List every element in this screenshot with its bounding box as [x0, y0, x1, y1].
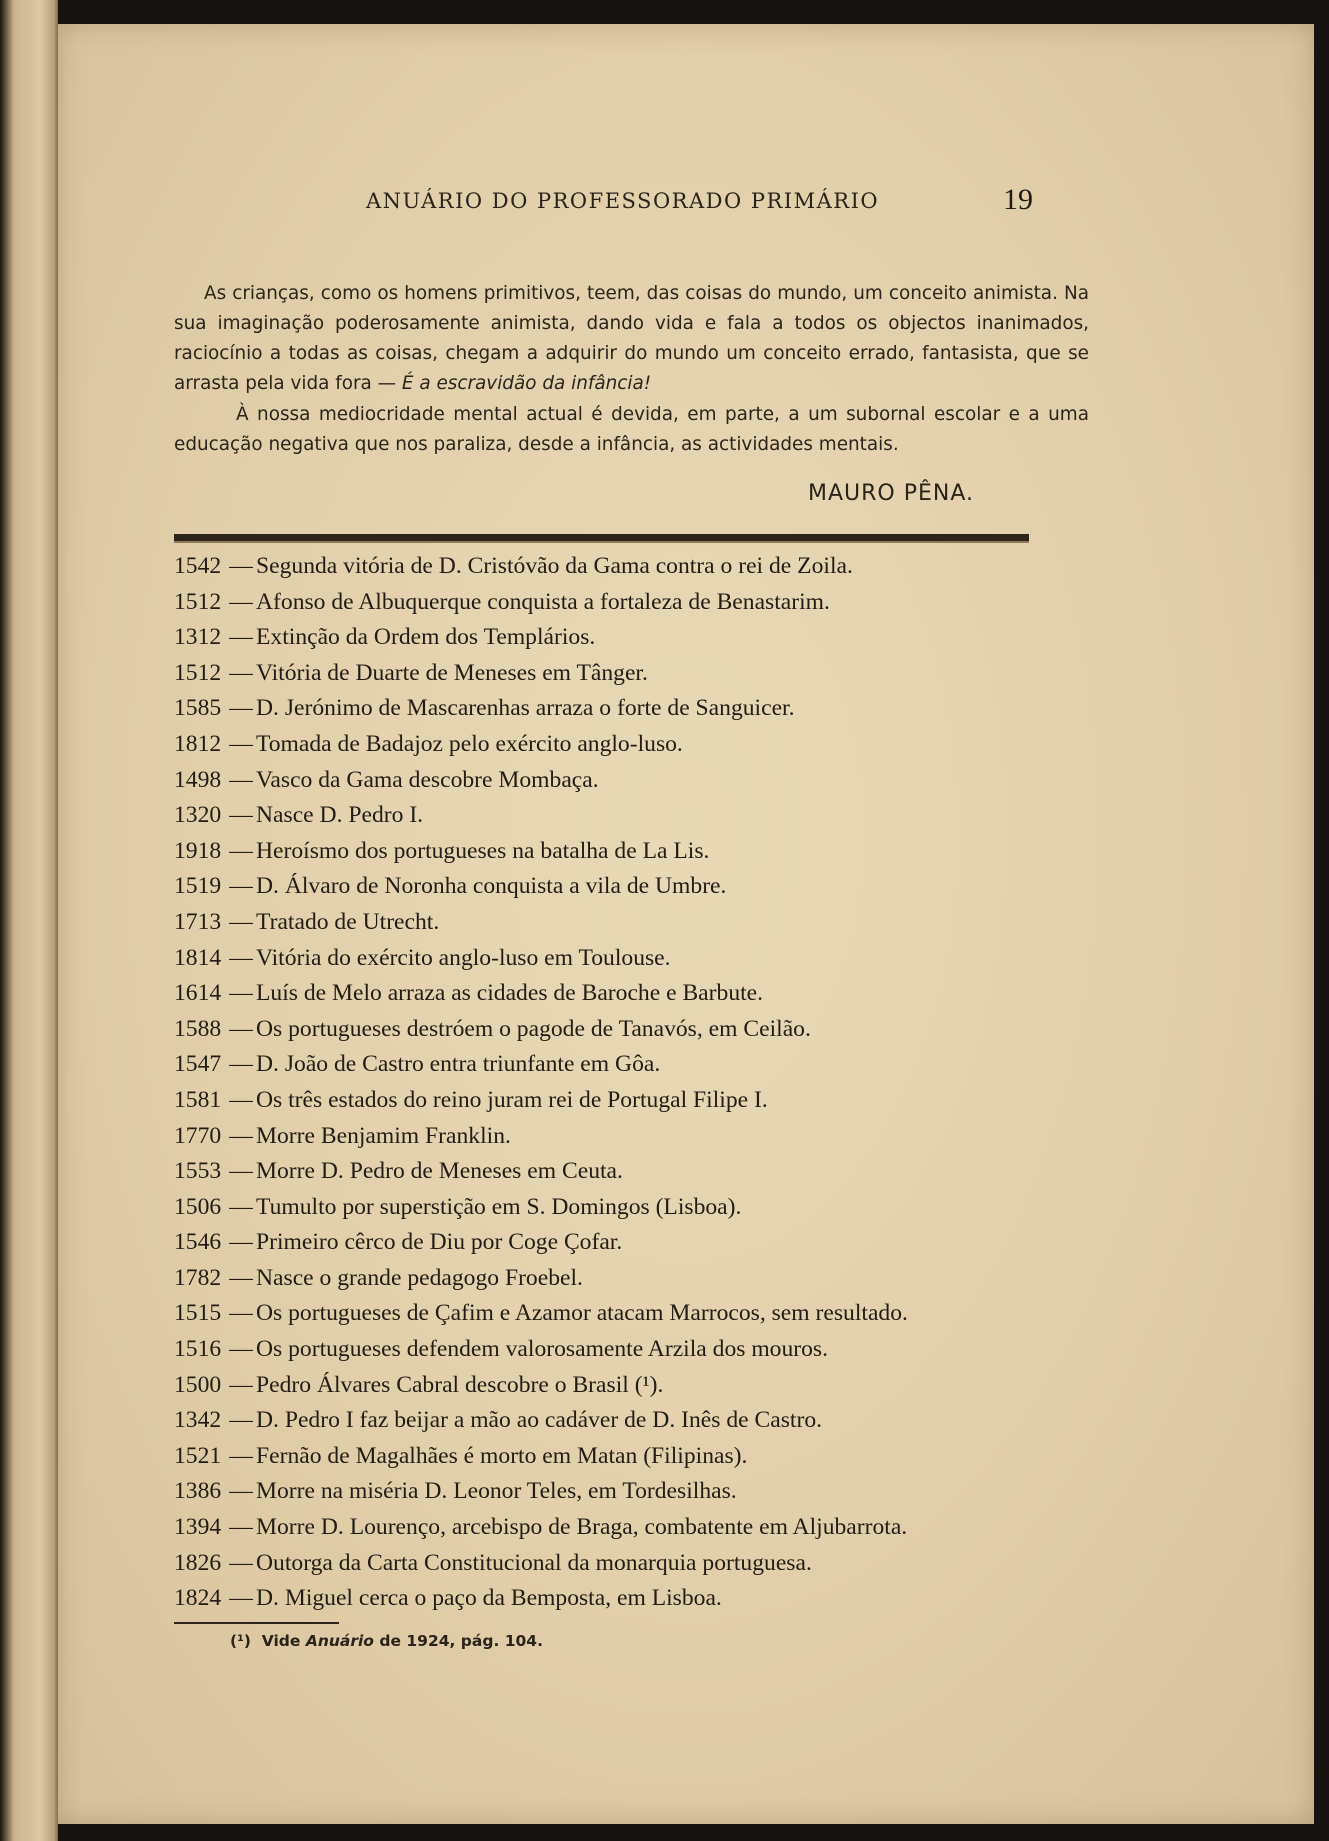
date-event: Luís de Melo arraza as cidades de Baroche e Barbute. — [256, 980, 764, 1007]
date-entry — [174, 1119, 1064, 1155]
date-entry — [174, 941, 1064, 977]
footnote-italic-title: Anuário — [305, 1632, 374, 1650]
date-dash: — — [229, 624, 253, 651]
date-dash: — — [229, 1549, 253, 1576]
date-dash: — — [229, 659, 253, 686]
date-entry — [174, 1439, 1064, 1475]
date-event: Heroísmo dos portugueses na batalha de La Lis. — [256, 837, 710, 864]
date-entry — [174, 727, 1064, 763]
date-dash: — — [229, 1229, 253, 1256]
date-event: D. João de Castro entra triunfante em Gôa. — [256, 1051, 661, 1078]
date-dash: — — [229, 553, 253, 579]
footnote-text-before: Vide — [261, 1632, 301, 1650]
page-number: 19 — [1003, 183, 1033, 216]
previous-page-edge — [0, 0, 58, 1841]
date-event: Nasce o grande pedagogo Froebel. — [256, 1264, 583, 1291]
historical-dates-list — [174, 549, 1064, 1617]
date-dash: — — [229, 1371, 253, 1398]
date-year: 1824 — [174, 1585, 222, 1612]
date-event: Extinção da Ordem dos Templários. — [256, 624, 596, 651]
footnote-text-after: de 1924, pág. 104. — [379, 1632, 543, 1650]
footnote-divider — [174, 1622, 339, 1624]
date-year: 1542 — [174, 553, 222, 579]
date-year: 1614 — [174, 980, 222, 1007]
date-year: 1512 — [174, 659, 222, 686]
essay-paragraph-1-text: As crianças, como os homens primitivos, teem, das coisas do mundo, um conceito animista. Na sua imaginação poderosamente animista, dando vida e fala a todos os objectos inanimados, raciocínio a todas as coisas, chegam a adquirir do mundo um conceito errado, fantasista, que se arrasta pela vida fora — — [174, 283, 1089, 394]
date-dash: — — [229, 695, 253, 722]
date-entry — [174, 549, 1064, 585]
date-event: D. Jerónimo de Mascarenhas arraza o forte de Sanguicer. — [256, 695, 795, 722]
date-year: 1312 — [174, 624, 222, 651]
date-dash: — — [229, 730, 253, 757]
date-year: 1581 — [174, 1086, 222, 1113]
date-event: Os portugueses de Çafim e Azamor atacam Marrocos, sem resultado. — [256, 1300, 908, 1327]
date-event: Tumulto por superstição em S. Domingos (Lisboa). — [256, 1193, 742, 1220]
date-dash: — — [229, 1086, 253, 1113]
date-dash: — — [229, 588, 253, 615]
date-entry — [174, 905, 1064, 941]
date-entry — [174, 1510, 1064, 1546]
date-entry — [174, 1474, 1064, 1510]
date-event: D. Pedro I faz beijar a mão ao cadáver de D. Inês de Castro. — [256, 1407, 823, 1434]
date-event: Vitória do exército anglo-luso em Toulouse. — [256, 944, 671, 971]
date-year: 1547 — [174, 1051, 222, 1078]
essay-paragraph-1-italic: É a escravidão da infância! — [401, 373, 652, 394]
date-entry — [174, 585, 1064, 621]
date-entry — [174, 1546, 1064, 1582]
date-event: Segunda vitória de D. Cristóvão da Gama contra o rei de Zoila. — [256, 553, 853, 579]
date-year: 1500 — [174, 1371, 222, 1398]
date-year: 1519 — [174, 873, 222, 900]
date-dash: — — [229, 1585, 253, 1612]
date-dash: — — [229, 766, 253, 793]
date-entry — [174, 1225, 1064, 1261]
date-year: 1782 — [174, 1264, 222, 1291]
date-dash: — — [229, 1442, 253, 1469]
footnote — [230, 1632, 543, 1650]
date-event: Os portugueses destróem o pagode de Tanavós, em Ceilão. — [256, 1015, 811, 1042]
date-year: 1521 — [174, 1442, 222, 1469]
date-year: 1506 — [174, 1193, 222, 1220]
date-entry — [174, 1083, 1064, 1119]
date-year: 1585 — [174, 695, 222, 722]
date-year: 1770 — [174, 1122, 222, 1149]
date-year: 1512 — [174, 588, 222, 615]
date-dash: — — [229, 1300, 253, 1327]
date-entry — [174, 1581, 1064, 1617]
date-event: Afonso de Albuquerque conquista a fortaleza de Benastarim. — [256, 588, 830, 615]
date-dash: — — [229, 1336, 253, 1363]
date-entry — [174, 656, 1064, 692]
date-event: Vitória de Duarte de Meneses em Tânger. — [256, 659, 648, 686]
date-entry — [174, 1012, 1064, 1048]
date-dash: — — [229, 1051, 253, 1078]
date-year: 1812 — [174, 730, 222, 757]
date-event: Tomada de Badajoz pelo exército anglo-luso. — [256, 730, 683, 757]
date-event: Pedro Álvares Cabral descobre o Brasil (¹). — [256, 1371, 664, 1398]
date-event: D. Álvaro de Noronha conquista a vila de Umbre. — [256, 873, 727, 900]
date-year: 1498 — [174, 766, 222, 793]
date-event: Morre D. Lourenço, arcebispo de Braga, combatente em Aljubarrota. — [256, 1514, 908, 1541]
date-dash: — — [229, 837, 253, 864]
date-dash: — — [229, 1158, 253, 1185]
date-dash: — — [229, 908, 253, 935]
date-entry — [174, 1296, 1064, 1332]
date-entry — [174, 1154, 1064, 1190]
date-entry — [174, 620, 1064, 656]
date-dash: — — [229, 1015, 253, 1042]
date-event: Morre na miséria D. Leonor Teles, em Tordesilhas. — [256, 1478, 737, 1505]
date-year: 1826 — [174, 1549, 222, 1576]
date-year: 1814 — [174, 944, 222, 971]
date-year: 1918 — [174, 837, 222, 864]
date-entry — [174, 1261, 1064, 1297]
date-event: Fernão de Magalhães é morto em Matan (Filipinas). — [256, 1442, 748, 1469]
date-dash: — — [229, 980, 253, 1007]
date-entry — [174, 976, 1064, 1012]
date-dash: — — [229, 1514, 253, 1541]
date-dash: — — [229, 802, 253, 829]
date-event: Morre D. Pedro de Meneses em Ceuta. — [256, 1158, 623, 1185]
date-year: 1320 — [174, 802, 222, 829]
date-dash: — — [229, 1193, 253, 1220]
essay-paragraph-2: À nossa mediocridade mental actual é devida, em parte, a um subornal escolar e a uma educação negativa que nos paraliza, desde a infância, as actividades mentais. — [174, 404, 1089, 455]
date-event: D. Miguel cerca o paço da Bemposta, em Lisboa. — [256, 1585, 722, 1612]
date-entry — [174, 1047, 1064, 1083]
footnote-marker: (¹) — [230, 1632, 251, 1650]
date-event: Os três estados do reino juram rei de Portugal Filipe I. — [256, 1086, 768, 1113]
essay-author: MAURO PÊNA. — [808, 481, 975, 506]
date-entry — [174, 691, 1064, 727]
date-entry — [174, 763, 1064, 799]
date-dash: — — [229, 1264, 253, 1291]
date-year: 1713 — [174, 908, 222, 935]
section-divider — [174, 534, 1029, 543]
date-event: Tratado de Utrecht. — [256, 908, 440, 935]
date-dash: — — [229, 1407, 253, 1434]
page-header — [58, 183, 1314, 229]
date-year: 1546 — [174, 1229, 222, 1256]
date-year: 1386 — [174, 1478, 222, 1505]
date-entry — [174, 869, 1064, 905]
date-event: Nasce D. Pedro I. — [256, 802, 424, 829]
date-event: Morre Benjamim Franklin. — [256, 1122, 511, 1149]
date-dash: — — [229, 1478, 253, 1505]
date-dash: — — [229, 873, 253, 900]
date-year: 1516 — [174, 1336, 222, 1363]
essay-paragraph-1 — [174, 279, 1089, 399]
date-year: 1553 — [174, 1158, 222, 1185]
date-event: Outorga da Carta Constitucional da monarquia portuguesa. — [256, 1549, 812, 1576]
date-year: 1394 — [174, 1514, 222, 1541]
running-title: ANUÁRIO DO PROFESSORADO PRIMÁRIO — [366, 189, 880, 213]
book-page — [58, 24, 1314, 1824]
date-year: 1342 — [174, 1407, 222, 1434]
date-event: Os portugueses defendem valorosamente Arzila dos mouros. — [256, 1336, 829, 1363]
date-event: Vasco da Gama descobre Mombaça. — [256, 766, 599, 793]
date-dash: — — [229, 1122, 253, 1149]
date-entry — [174, 1403, 1064, 1439]
date-entry — [174, 1332, 1064, 1368]
date-event: Primeiro cêrco de Diu por Coge Çofar. — [256, 1229, 623, 1256]
date-entry — [174, 1190, 1064, 1226]
date-entry — [174, 1368, 1064, 1404]
date-entry — [174, 834, 1064, 870]
date-entry — [174, 798, 1064, 834]
date-dash: — — [229, 944, 253, 971]
date-year: 1515 — [174, 1300, 222, 1327]
date-year: 1588 — [174, 1015, 222, 1042]
